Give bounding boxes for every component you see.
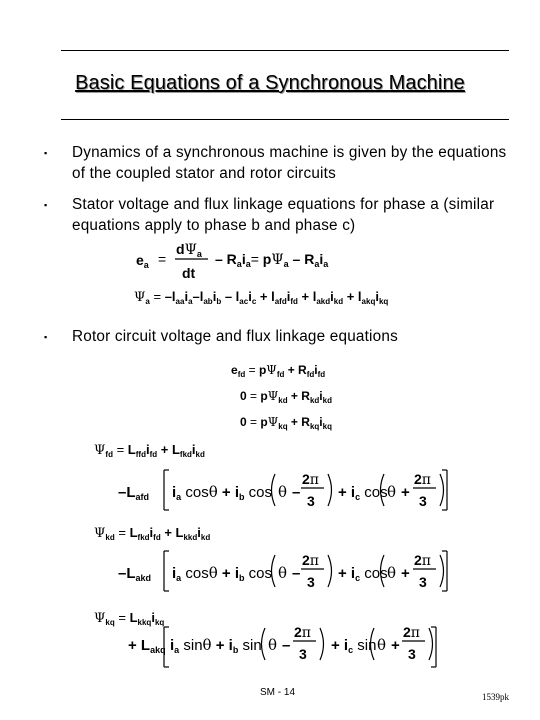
svg-text:3: 3 — [299, 646, 307, 662]
svg-text:dΨa: $d\Psi_a$ — [176, 241, 202, 259]
svg-text:3: 3 — [419, 574, 427, 590]
slide-code: 1539pk — [482, 692, 509, 702]
svg-text:– Raia= pΨa – Raia: – $R_ai_a= p\Psi_a - R_ai_a$ — [215, 251, 329, 269]
svg-text:–: – — [292, 565, 301, 582]
svg-text:–: – — [292, 484, 301, 501]
svg-text:2π: 2π — [403, 624, 420, 641]
svg-text:+: + — [391, 637, 400, 654]
svg-text:+ ic sin: + $i_c$ sin — [331, 637, 377, 655]
svg-text:θ: θ — [278, 564, 288, 582]
svg-text:–Lakd: $-L_{akd}$ — [118, 565, 152, 583]
svg-text:θ: θ — [377, 636, 387, 654]
svg-text:–: – — [282, 637, 291, 654]
rotor-flux-fd-equation — [94, 442, 447, 510]
svg-text:θ: θ — [387, 564, 397, 582]
bullet-marker: ▪ — [44, 148, 48, 158]
svg-text:θ: θ — [387, 483, 397, 501]
svg-text:+ ic cos: + $i_c$ cos — [338, 484, 388, 502]
bullet-text-rotor: Rotor circuit voltage and flux linkage equations — [72, 328, 398, 345]
bullet-marker: ▪ — [44, 332, 48, 342]
svg-text:+ ic cos: + $i_c$ cos — [338, 565, 388, 583]
svg-text:3: 3 — [307, 574, 315, 590]
svg-text:+: + — [401, 565, 410, 582]
svg-text:0 = pΨkd + Rkdikd: $0 = p\Psi_{kd} + R_{kd}i_{kd}$ — [240, 389, 332, 405]
svg-text:+ Lakq: + $L_{akq}$ — [128, 637, 166, 655]
svg-text:ia sinθ + ib sin: $i_a$ $\sin\theta + i_b$ sin — [170, 636, 262, 655]
stator-flux-equation — [134, 289, 388, 306]
svg-text:ia cosθ + ib cos: $i_a$ $\cos\theta + i_b$ cos — [172, 483, 273, 502]
svg-text:θ: θ — [278, 483, 288, 501]
svg-text:3: 3 — [419, 493, 427, 509]
svg-text:Ψkd = Lfkdifd + Lkkdikd: $\Psi_{kd} = L_{fkd}i_{fd} + L_{kkd}i_{kd}$ — [94, 525, 211, 542]
svg-text:=: = — [158, 251, 167, 267]
svg-text:efd = pΨfd + Rfdifd: $e_{fd} = p\Psi_{fd} + R_{fd}i_{fd}$ — [231, 363, 326, 379]
svg-text:–Lafd: $-L_{afd}$ — [118, 484, 150, 502]
stator-voltage-equation — [136, 241, 329, 281]
rotor-voltage-equations — [231, 363, 332, 431]
svg-text:2π: 2π — [302, 471, 319, 488]
svg-text:Ψkq = Lkkqikq: $\Psi_{kq} = L_{kkq}i_{kq}$ — [94, 610, 165, 627]
page-number: SM - 14 — [260, 687, 296, 698]
svg-text:Ψfd = Lffdifd + Lfkdikd: $\Psi_{fd} = L_{ffd}i_{fd} + L_{fkd}i_{kd}$ — [94, 442, 205, 459]
svg-text:2π: 2π — [294, 624, 311, 641]
bullet-text-stator: Stator voltage and flux linkage equations for phase a (similar equations apply to phase b and phase c) — [72, 196, 495, 234]
rotor-flux-kq-equation — [94, 610, 436, 667]
svg-text:0 = pΨkq + Rkqikq: $0 = p\Psi_{kq} + R_{kq}i_{kq}$ — [240, 415, 332, 431]
svg-text:ea: $e_a$ — [136, 252, 149, 270]
svg-text:2π: 2π — [414, 471, 431, 488]
svg-text:3: 3 — [307, 493, 315, 509]
slide-title: Basic Equations of a Synchronous Machine — [75, 72, 465, 94]
svg-text:ia cosθ + ib cos: $i_a$ $\cos\theta + i_b$ cos — [172, 564, 273, 583]
svg-text:3: 3 — [408, 646, 416, 662]
svg-text:2π: 2π — [414, 552, 431, 569]
svg-text:Ψa = –laaia–labib – lacic + la: $\Psi_a = -l_{aa}i_a-l_{ab}i_b - l_{ac}i_c + l_{afd}i_{fd} + l_{akd}i_{kd} + l_{akq}i_{kq}$ — [134, 289, 389, 306]
svg-text:θ: θ — [268, 636, 278, 654]
bullet-text-dynamics: Dynamics of a synchronous machine is given by the equations of the coupled stator and rotor circuits — [72, 144, 507, 182]
bullet-marker: ▪ — [44, 200, 48, 210]
svg-text:2π: 2π — [302, 552, 319, 569]
svg-text:+: + — [401, 484, 410, 501]
rotor-flux-kd-equation — [94, 525, 447, 591]
svg-text:dt: dt — [182, 265, 196, 281]
